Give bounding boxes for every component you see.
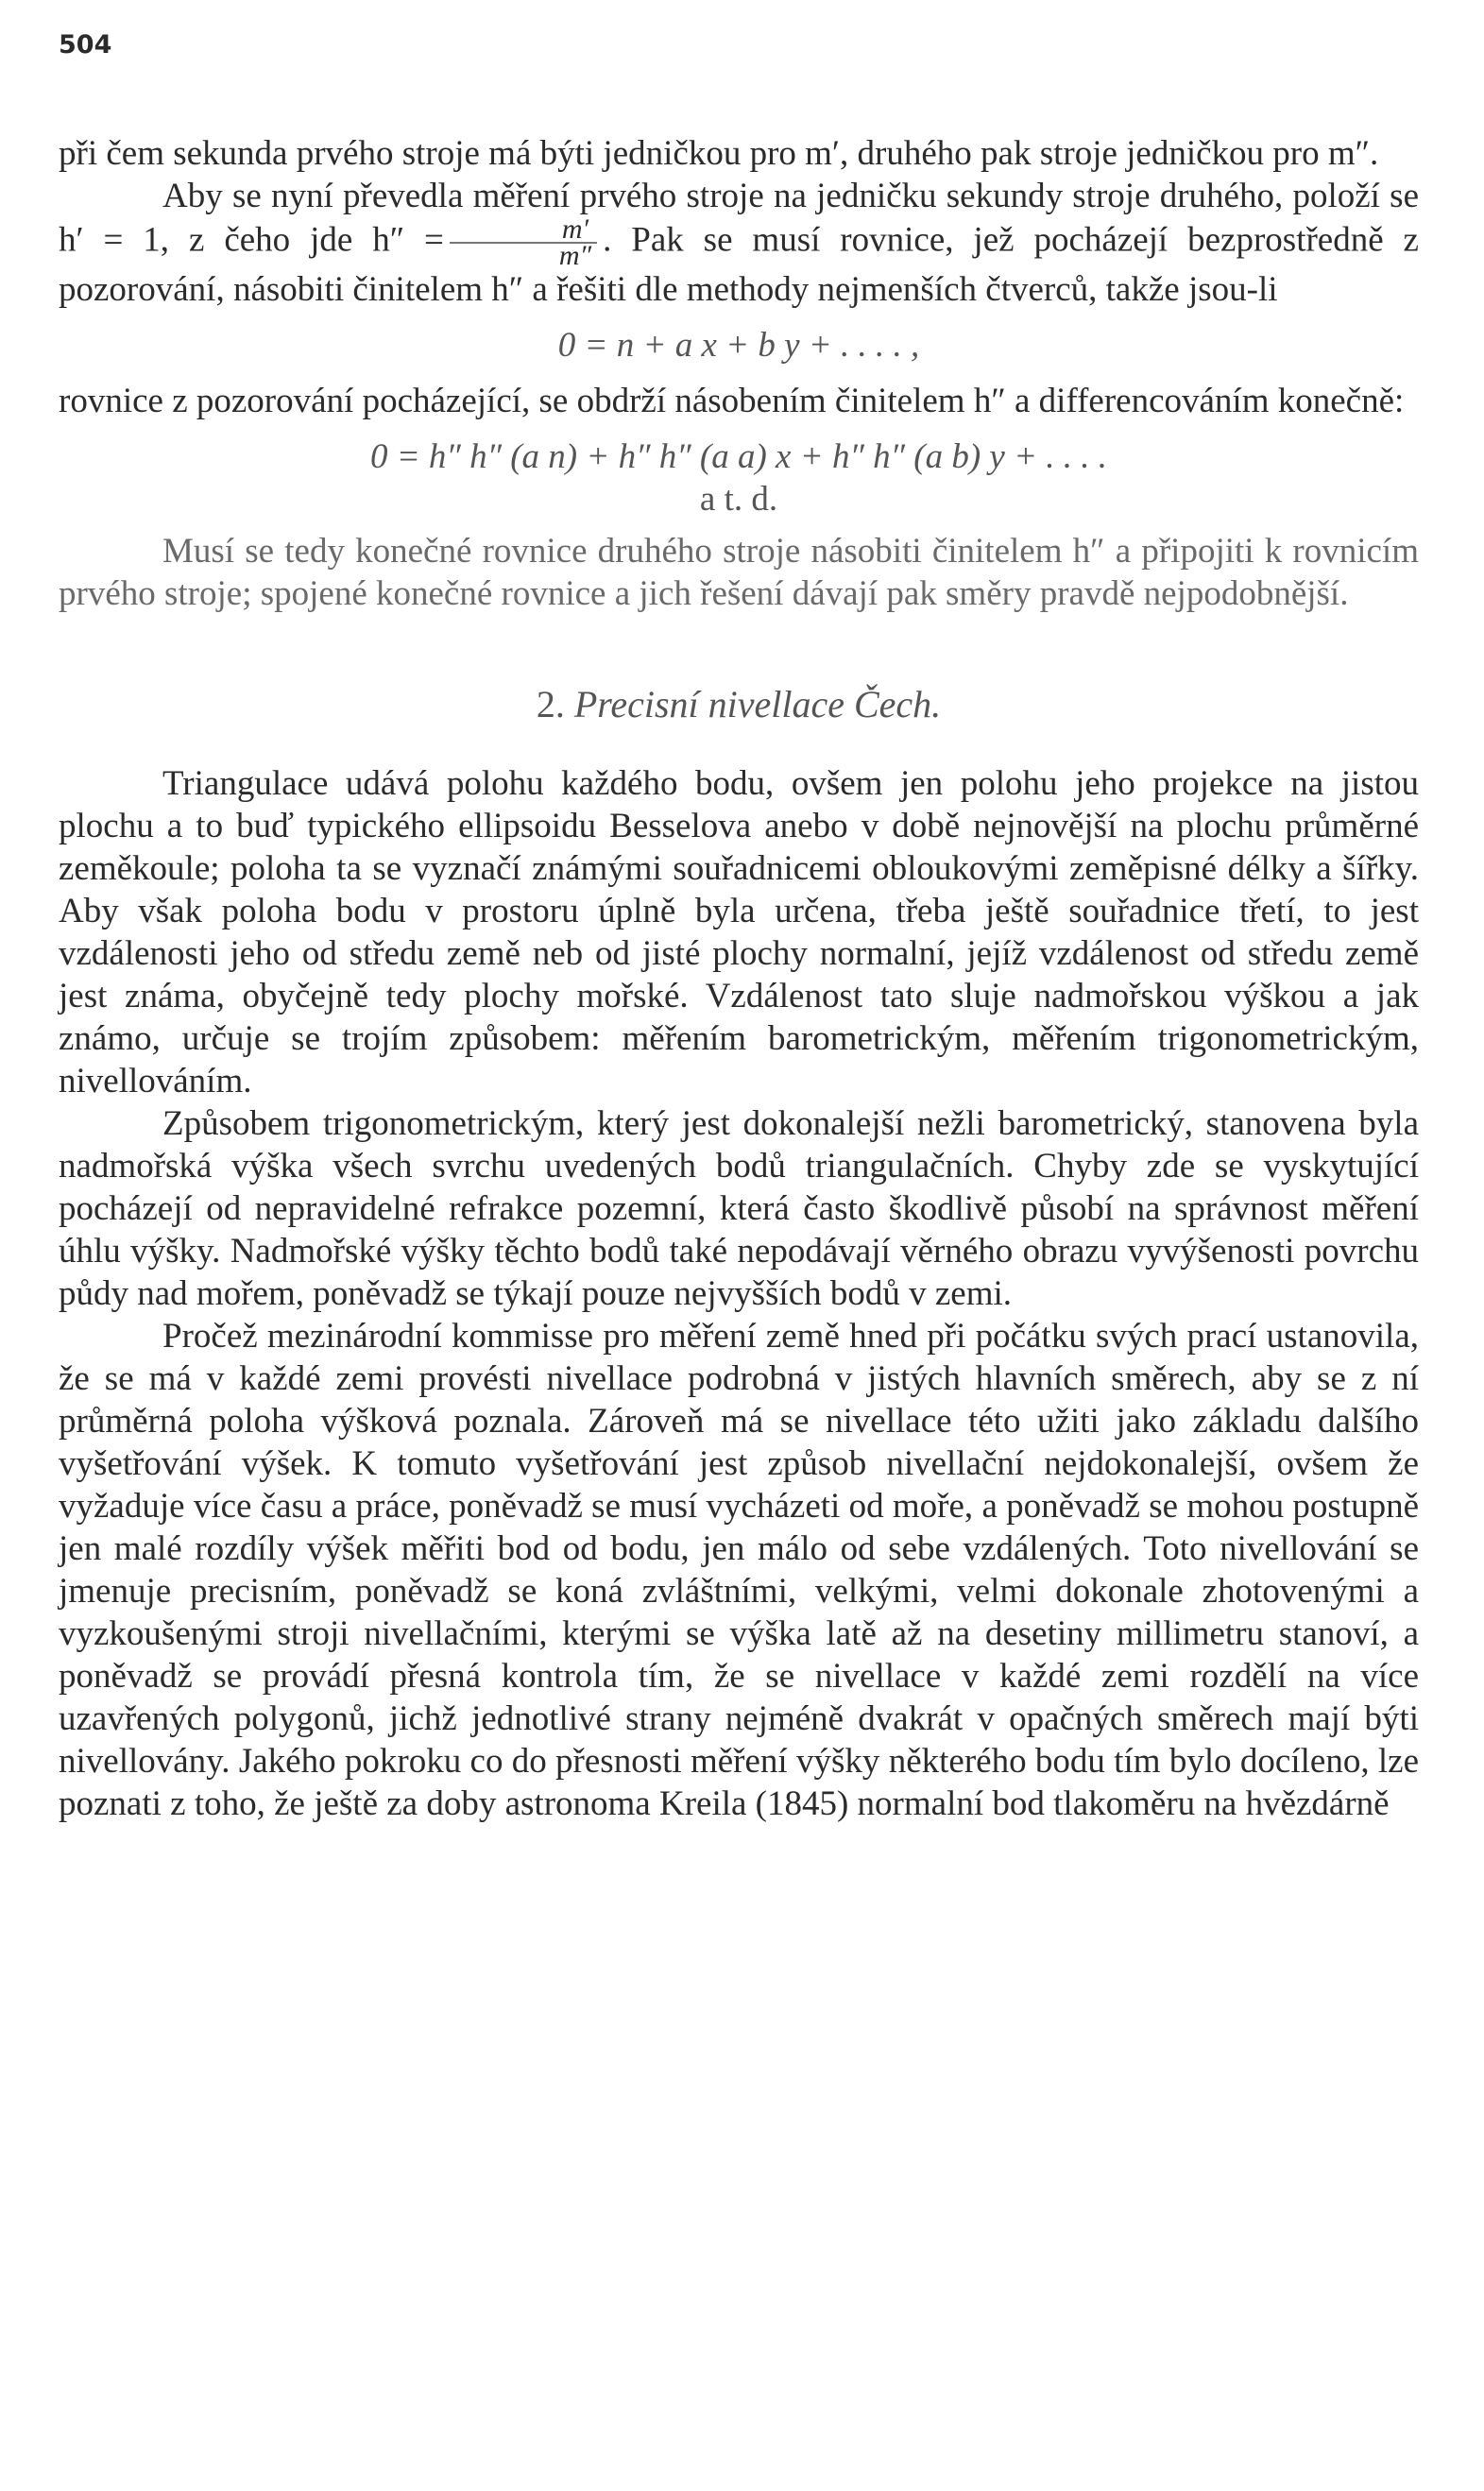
paragraph-1: při čem sekunda prvého stroje má býti jedničkou pro m′, druhého pak stroje jedničkou pro m″. [59,134,1379,173]
fraction-numerator: m′ [450,217,597,244]
equation-observation: 0 = n + a x + b y + . . . . , [557,326,920,365]
fraction-m-prime-over-m-double-prime [450,213,597,271]
paragraph-2-before: Aby se nyní převedla měření prvého stroje na jedničku sekundy stroje druhého, položí se h′ = 1, z čeho jde h″ = [59,177,1419,260]
page-number: 504 [59,30,112,60]
equation-normal: 0 = h″ h″ (a n) + h″ h″ (a a) x + h″ h″ (a b) y + . . . . [369,437,1108,476]
paragraph-2-after: . Pak se musí rovnice, jež pocházejí bezprostředně z pozorování, násobiti činitelem h″ a řešiti dle methody nejmenších čtverců, takže jsou-li [59,220,1419,309]
paragraph-5: Triangulace udává polohu každého bodu, ovšem jen polohu jeho projekce na jistou plochu a to buď typického ellipsoidu Besselova anebo v době nejnovější na plochu průměrné zeměkoule; poloha ta se vyznačí známými souřadnicemi obloukovými zeměpisné délky a šířky. Aby však poloha bodu v prostoru úplně byla určena, třeba ještě souřadnice třetí, to jest vzdálenosti jeho od středu země neb od jisté plochy normalní, jejíž vzdálenost od středu země jest známa, obyčejně tedy plochy mořské. Vzdálenost tato sluje nadmořskou výškou a jak známo, určuje se trojím způsobem: měřením barometrickým, měřením trigonometrickým, nivellováním. [59,764,1419,1100]
paragraph-3: rovnice z pozorování pocházející, se obdrží násobením činitelem h″ a differencováním konečně: [59,382,1405,420]
paragraph-4: Musí se tedy konečné rovnice druhého stroje násobiti činitelem h″ a připojiti k rovnicím prvého stroje; spojené konečné rovnice a jich řešení dávají pak směry pravdě nejpodobnější. [59,532,1419,613]
page-text [59,132,1419,1825]
section-number: 2. [536,683,565,725]
paragraph-2 [59,175,1419,311]
paragraph-7: Pročež mezinárodní kommisse pro měření země hned při počátku svých prací ustanovila, že se má v každé zemi provésti nivellace podrobná v jistých hlavních směrech, aby se z ní průměrná poloha výšková poznala. Zároveň má se nivellace této užiti jako základu dalšího vyšetřování výšek. K tomuto vyšetřování jest způsob nivellační nejdokonalejší, ovšem že vyžaduje více času a práce, poněvadž se musí vycházeti od moře, a poněvadž se mohou postupně jen malé rozdíly výšek měřiti bod od bodu, jen málo od sebe vzdálených. Toto nivellování se jmenuje precisním, poněvadž se koná zvláštními, velkými, velmi dokonale zhotovenými a vyzkoušenými stroji nivellačními, kterými se výška latě až na desetiny millimetru stanoví, a poněvadž se provádí přesná kontrola tím, že se nivellace v každé zemi rozdělí na více uzavřených polygonů, jichž jednotlivé strany nejméně dvakrát v opačných směrech mají býti nivellovány. Jakého pokroku co do přesnosti měření výšky některého bodu tím bylo docíleno, lze poznati z toho, že ještě za doby astronoma Kreila (1845) normalní bod tlakoměru na hvězdárně [59,1317,1419,1823]
paragraph-6: Způsobem trigonometrickým, který jest dokonalejší nežli barometrický, stanovena byla nadmořská výška všech svrchu uvedených bodů triangulačních. Chyby zde se vyskytující pocházejí od nepravidelné refrakce pozemní, která často škodlivě působí na správnost měření úhlu výšky. Nadmořské výšky těchto bodů také nepodávají věrného obrazu vyvýšenosti povrchu půdy nad mořem, poněvadž se týkají pouze nejvyšších bodů v zemi. [59,1104,1419,1313]
section-heading [59,681,1419,728]
section-title: Precisní nivellace Čech. [573,683,942,725]
equation-normal-etc: a t. d. [699,480,778,519]
fraction-denominator: m″ [558,240,592,271]
